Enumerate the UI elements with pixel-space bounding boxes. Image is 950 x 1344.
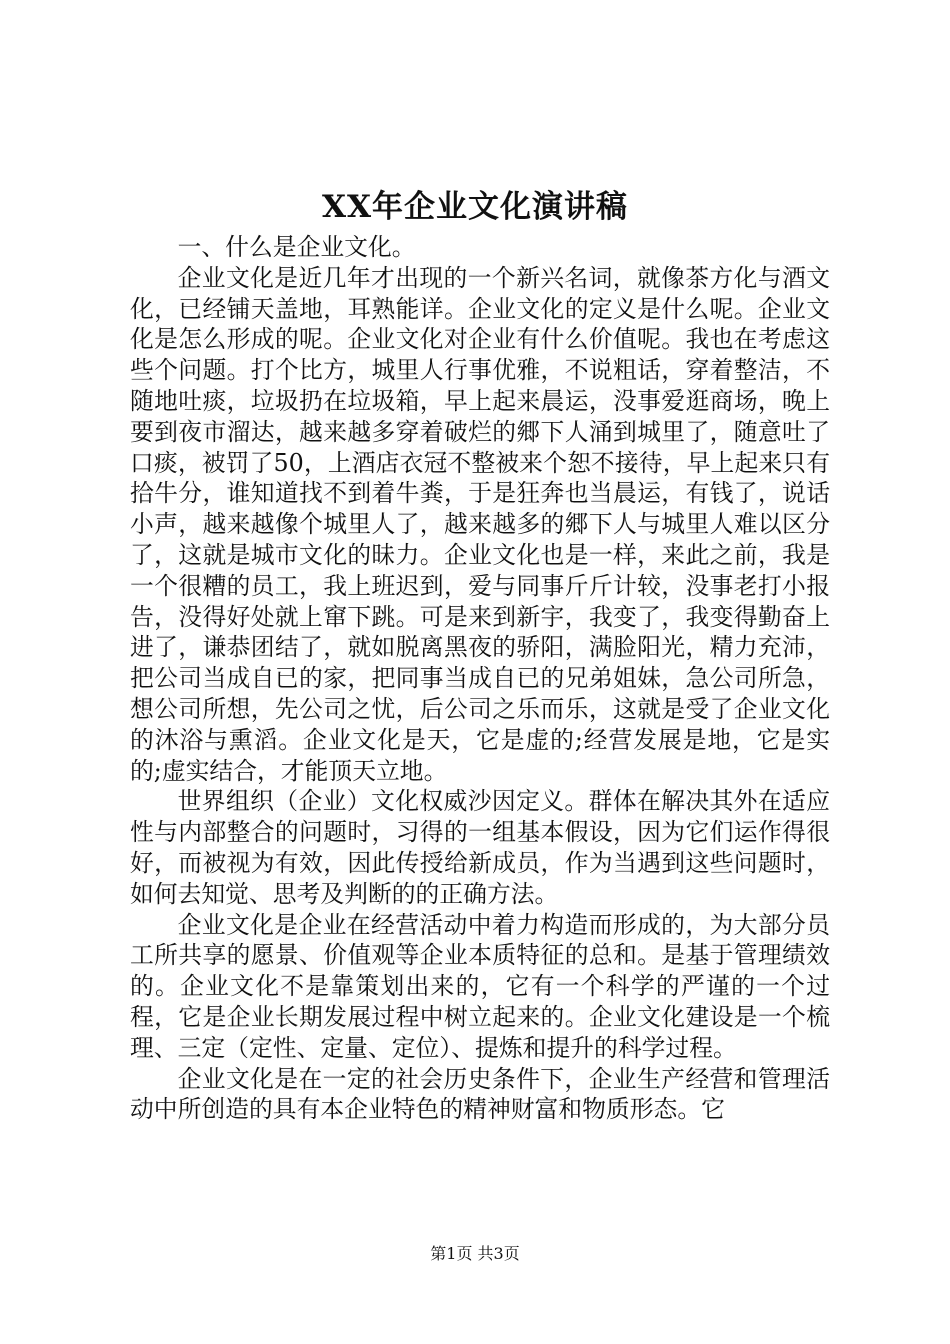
paragraph: 企业文化是在一定的社会历史条件下，企业生产经营和管理活动中所创造的具有本企业特色的精神财富和物质形态。它: [130, 1064, 830, 1124]
paragraph: 一、什么是企业文化。: [177, 233, 416, 261]
paragraph: 世界组织（企业）文化权威沙因定义。群体在解决其外在适应性与内部整合的问题时，习得的一组基本假设，因为它们运作得很好，而被视为有效，因此传授给新成员，作为当遇到这些问题时，如何去知觉、思考及判断的的正确方法。: [130, 787, 830, 908]
paragraph: 企业文化是近几年才出现的一个新兴名词，就像茶方化与酒文化，已经铺天盖地，耳熟能详。企业文化的定义是什么呢。企业文化是怎么形成的呢。企业文化对企业有什么价值呢。我也在考虑这些个问题。打个比方，城里人行事优雅，不说粗话，穿着整洁，不随地吐痰，垃圾扔在垃圾箱，早上起来晨运，没事爱逛商场，晚上要到夜市溜达，越来越多穿着破烂的郷下人涌到城里了，随意吐了口痰，被罚了50，上酒店衣冠不整被来个恕不接待，早上起来只有拾牛分，谁知道找不到着牛粪，于是狂奔也当晨运，有钱了，说话小声，越来越像个城里人了，越来越多的郷下人与城里人难以区分了，这就是城市文化的昧力。企业文化也是一样，来此之前，我是一个很糟的员工，我上班迟到，爱与同事斤斤计较，没事老打小报告，没得好处就上窜下跳。可是来到新宇，我变了，我变得勤奋上进了，谦恭团结了，就如脱离黑夜的骄阳，满脸阳光，精力充沛，把公司当成自已的家，把同事当成自已的兄弟姐妹，急公司所急，想公司所想，先公司之忧，后公司之乐而乐，这就是受了企业文化的沐浴与熏滔。企业文化是天，它是虚的;经营发展是地，它是实的;虚实结合，才能顶天立地。: [130, 263, 830, 785]
page-number-footer: 第1页 共3页: [430, 1244, 520, 1263]
document-title: XX年企业文化演讲稿: [321, 189, 629, 225]
paragraph: 企业文化是企业在经营活动中着力构造而形成的，为大部分员工所共享的愿景、价值观等企业本质特征的总和。是基于管理绩效的。企业文化不是靠策划出来的，它有一个科学的严谨的一个过程，它是企业长期发展过程中树立起来的。企业文化建设是一个梳理、三定（定性、定量、定位）、提炼和提升的科学过程。: [130, 910, 830, 1062]
document-body: [130, 232, 830, 1125]
